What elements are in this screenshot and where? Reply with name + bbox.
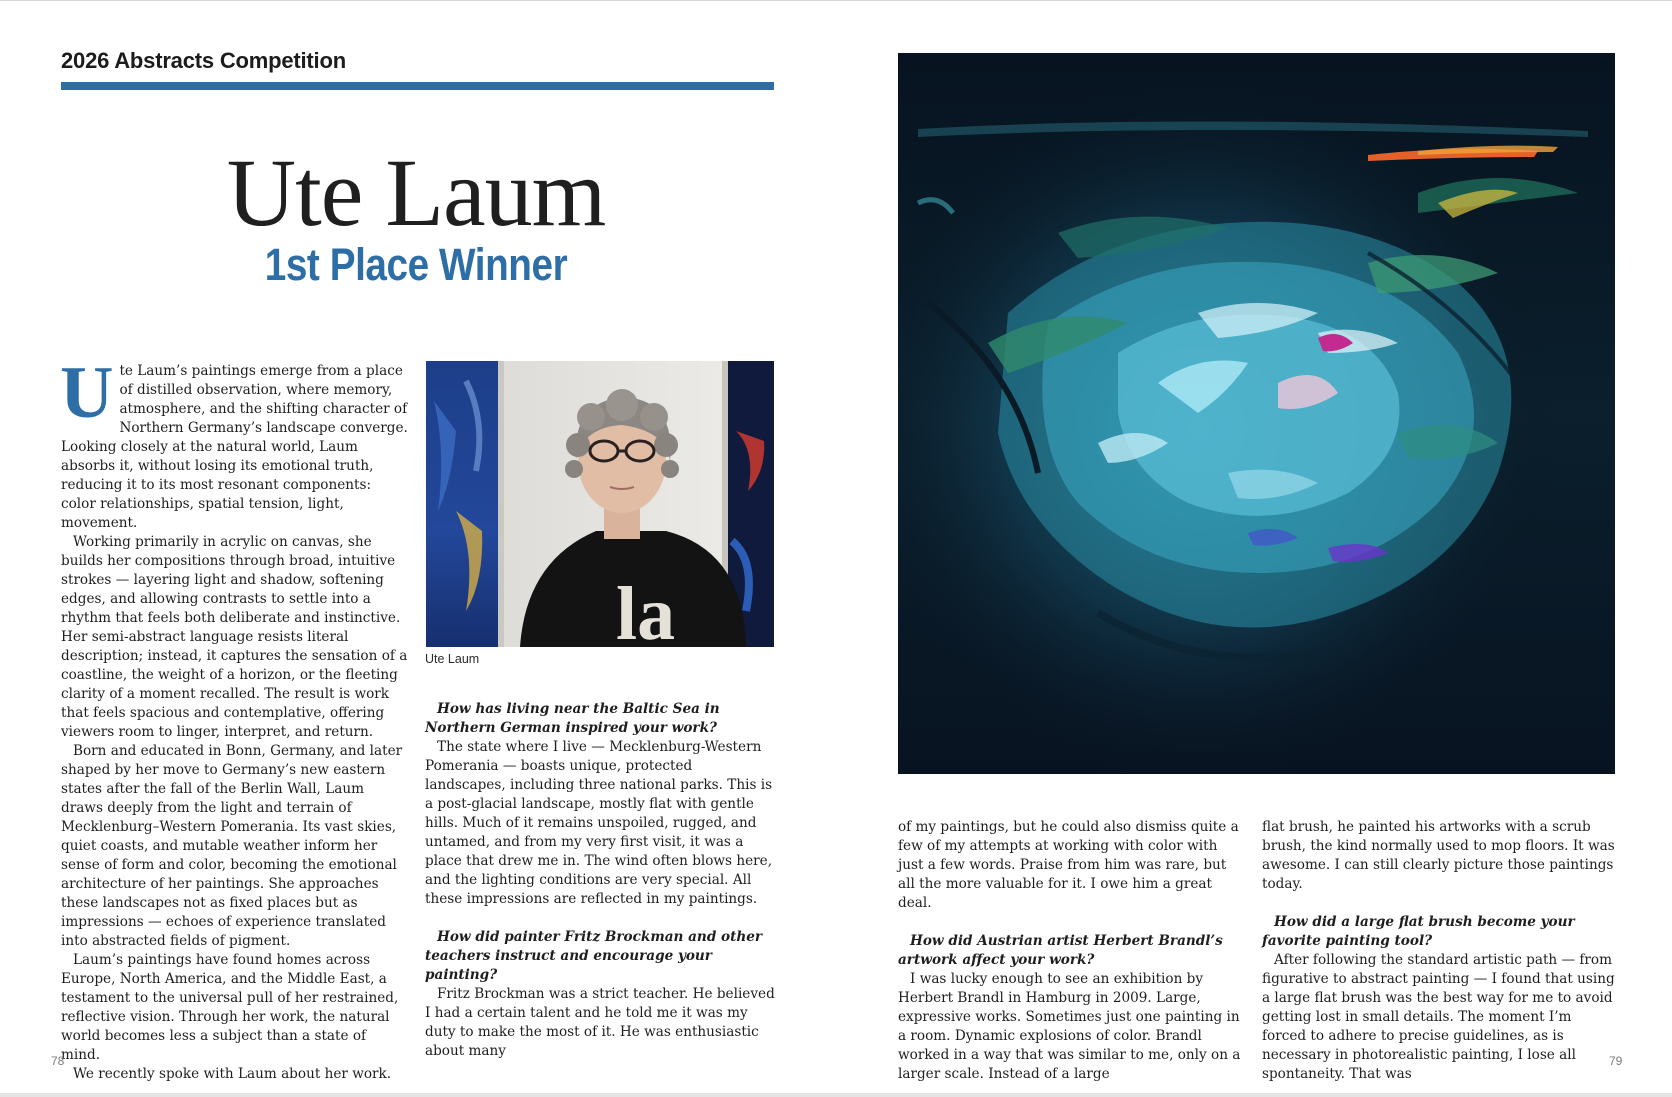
photo-caption: Ute Laum <box>425 652 480 666</box>
body-paragraph: Born and educated in Bonn, Germany, and later shaped by her move to Germany’s new eastern states after the fall of the Berlin Wall, Laum draws deeply from the light and terrain of Mecklenburg–Western Pomerania. Its vast skies, quiet coasts, and mutable weather inform her sense of form and color, becoming the emotional architecture of her paintings. She approaches these landscapes not as fixed places but as impressions — echoes of experience translated into abstracted fields of pigment. <box>61 743 403 949</box>
interview-question: How did a large flat brush become your favorite painting tool? <box>1262 914 1575 949</box>
interview-question: How has living near the Baltic Sea in Northern German inspired your work? <box>425 701 720 736</box>
award-subheading: 1st Place Winner <box>264 239 568 290</box>
interview-question: How did Austrian artist Herbert Brandl’s artwork affect your work? <box>898 933 1223 968</box>
interview-answer: Fritz Brockman was a strict teacher. He believed I had a certain talent and he told me it was my duty to make the most of it. He was enthusiastic about many <box>425 986 775 1059</box>
article-column-4 <box>1262 818 1615 1084</box>
featured-abstract-painting <box>898 53 1615 774</box>
article-column-2 <box>425 700 777 1061</box>
portrait-illustration <box>426 361 774 647</box>
interview-answer: After following the standard artistic path — from figurative to abstract painting — I found that using a large flat brush was the best way for me to avoid getting lost in small details. The moment I’m forced to adhere to precise guidelines, as is necessary in photorealistic painting, I lose all spontaneity. That was <box>1262 952 1615 1082</box>
section-title-rule <box>61 82 774 90</box>
section-title: 2026 Abstracts Competition <box>61 48 346 73</box>
interview-answer: The state where I live — Mecklenburg-Western Pomerania — boasts unique, protected landscapes, including three national parks. This is a post-glacial landscape, mostly flat with gentle hills. Much of it remains unspoiled, rugged, and untamed, and from my very first visit, it was a place that drew me in. The wind often blows here, and the lighting conditions are very special. All these impressions are reflected in my paintings. <box>425 739 773 907</box>
article-column-1 <box>60 352 409 1084</box>
artist-portrait-photo <box>426 361 774 647</box>
artist-name-heading: Ute Laum <box>226 139 606 246</box>
article-column-3 <box>898 818 1243 1084</box>
body-paragraph: Laum’s paintings have found homes across Europe, North America, and the Middle East, a testament to the universal pull of her restrained, reflective vision. Through her work, the natural world becomes less a subject than a state of mind. <box>61 952 399 1063</box>
page-number-right: 79 <box>1609 1054 1623 1068</box>
page-bottom-border <box>0 1093 1672 1097</box>
intro-paragraph <box>60 352 409 533</box>
interview-answer-continued: flat brush, he painted his artworks with a scrub brush, the kind normally used to mop floors. It was awesome. I can still clearly picture those paintings today. <box>1262 819 1615 892</box>
drop-cap: U <box>60 352 114 434</box>
page-top-border <box>0 0 1672 1</box>
interview-answer: I was lucky enough to see an exhibition by Herbert Brandl in Hamburg in 2009. Large, expressive works. Sometimes just one painting in a room. Dynamic explosions of color. Brandl worked in a way that was similar to me, only on a larger scale. Instead of a large <box>898 971 1241 1082</box>
intro-text: te Laum’s paintings emerge from a place of distilled observation, where memory, atmosphere, and the shifting character of Northern Germany’s landscape converge. Looking closely at the natural world, Laum absorbs it, without losing its emotional truth, reducing it to its most resonant components: color relationships, spatial tension, light, movement. <box>61 363 408 531</box>
shirt-lettering: la <box>616 572 676 647</box>
body-paragraph: We recently spoke with Laum about her work. <box>73 1066 392 1082</box>
body-paragraph: Working primarily in acrylic on canvas, she builds her compositions through broad, intuitive strokes — layering light and shadow, softening edges, and allowing contrasts to settle into a rhythm that feels both deliberate and instinctive. Her semi-abstract language resists literal description; instead, it captures the sensation of a coastline, the weight of a horizon, or the fleeting clarity of a moment recalled. The result is work that feels spacious and contemplative, offering viewers room to linger, interpret, and return. <box>61 534 408 740</box>
interview-question: How did painter Fritz Brockman and other teachers instruct and encourage your painting? <box>425 929 763 983</box>
abstract-painting-artwork <box>898 53 1615 774</box>
interview-answer-continued: of my paintings, but he could also dismiss quite a few of my attempts at working with color with just a few words. Praise from him was rare, but all the more valuable for it. I owe him a great deal. <box>898 819 1239 911</box>
page-number-left: 78 <box>51 1054 65 1068</box>
